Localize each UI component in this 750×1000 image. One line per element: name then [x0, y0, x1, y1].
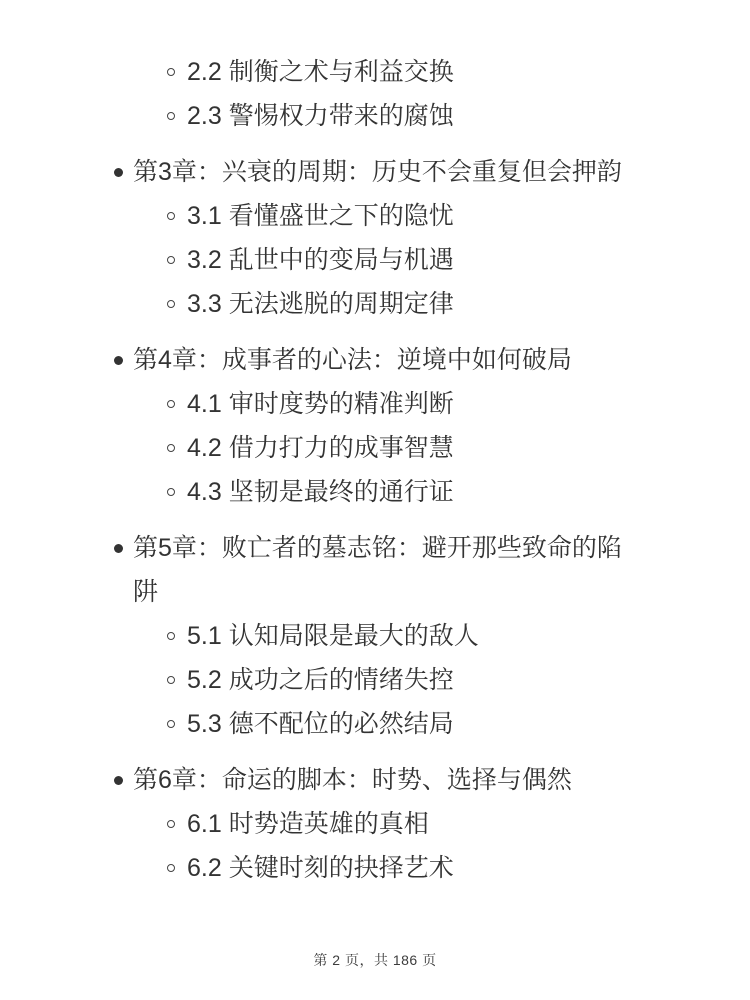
circle-bullet-icon	[167, 112, 175, 120]
circle-bullet-icon	[167, 300, 175, 308]
section-item	[167, 470, 730, 514]
circle-bullet-icon	[167, 676, 175, 684]
orphan-sections-list	[167, 50, 730, 138]
chapter-title: 第6章：命运的脚本：时势、选择与偶然	[133, 766, 572, 794]
page-number-footer: 第 2 页，共 186 页	[313, 952, 437, 968]
section-item	[167, 846, 730, 890]
circle-bullet-icon	[167, 444, 175, 452]
sections-list	[167, 614, 730, 746]
circle-bullet-icon	[167, 820, 175, 828]
section-title: 2.2 制衡之术与利益交换	[187, 58, 454, 86]
section-item	[167, 282, 730, 326]
section-title: 5.2 成功之后的情绪失控	[187, 666, 454, 694]
circle-bullet-icon	[167, 720, 175, 728]
section-title: 4.2 借力打力的成事智慧	[187, 434, 454, 462]
chapter-title: 第4章：成事者的心法：逆境中如何破局	[133, 346, 572, 374]
chapter-item	[112, 338, 730, 514]
circle-bullet-icon	[167, 400, 175, 408]
section-item	[167, 614, 730, 658]
sections-list	[167, 382, 730, 514]
section-title: 3.1 看懂盛世之下的隐忧	[187, 202, 454, 230]
chapter-item	[112, 526, 730, 746]
sections-list	[167, 194, 730, 326]
sections-list	[167, 802, 730, 890]
section-title: 4.1 审时度势的精准判断	[187, 390, 454, 418]
disc-bullet-icon	[114, 356, 123, 365]
chapters-list	[112, 150, 730, 890]
section-item	[167, 382, 730, 426]
circle-bullet-icon	[167, 632, 175, 640]
circle-bullet-icon	[167, 68, 175, 76]
section-title: 3.3 无法逃脱的周期定律	[187, 290, 454, 318]
section-title: 5.1 认知局限是最大的敌人	[187, 622, 479, 650]
section-item	[167, 94, 730, 138]
circle-bullet-icon	[167, 212, 175, 220]
section-item	[167, 658, 730, 702]
section-item	[167, 50, 730, 94]
disc-bullet-icon	[114, 776, 123, 785]
section-item	[167, 194, 730, 238]
section-title: 6.1 时势造英雄的真相	[187, 810, 429, 838]
chapter-item	[112, 758, 730, 890]
section-title: 5.3 德不配位的必然结局	[187, 710, 454, 738]
section-item	[167, 802, 730, 846]
section-title: 3.2 乱世中的变局与机遇	[187, 246, 454, 274]
circle-bullet-icon	[167, 488, 175, 496]
section-title: 4.3 坚韧是最终的通行证	[187, 478, 454, 506]
circle-bullet-icon	[167, 256, 175, 264]
section-item	[167, 238, 730, 282]
disc-bullet-icon	[114, 544, 123, 553]
disc-bullet-icon	[114, 168, 123, 177]
section-item	[167, 702, 730, 746]
section-item	[167, 426, 730, 470]
circle-bullet-icon	[167, 864, 175, 872]
chapter-title: 第5章：败亡者的墓志铭：避开那些致命的陷阱	[133, 534, 622, 606]
chapter-item	[112, 150, 730, 326]
section-title: 6.2 关键时刻的抉择艺术	[187, 854, 454, 882]
section-title: 2.3 警惕权力带来的腐蚀	[187, 102, 454, 130]
chapter-title: 第3章：兴衰的周期：历史不会重复但会押韵	[133, 158, 622, 186]
